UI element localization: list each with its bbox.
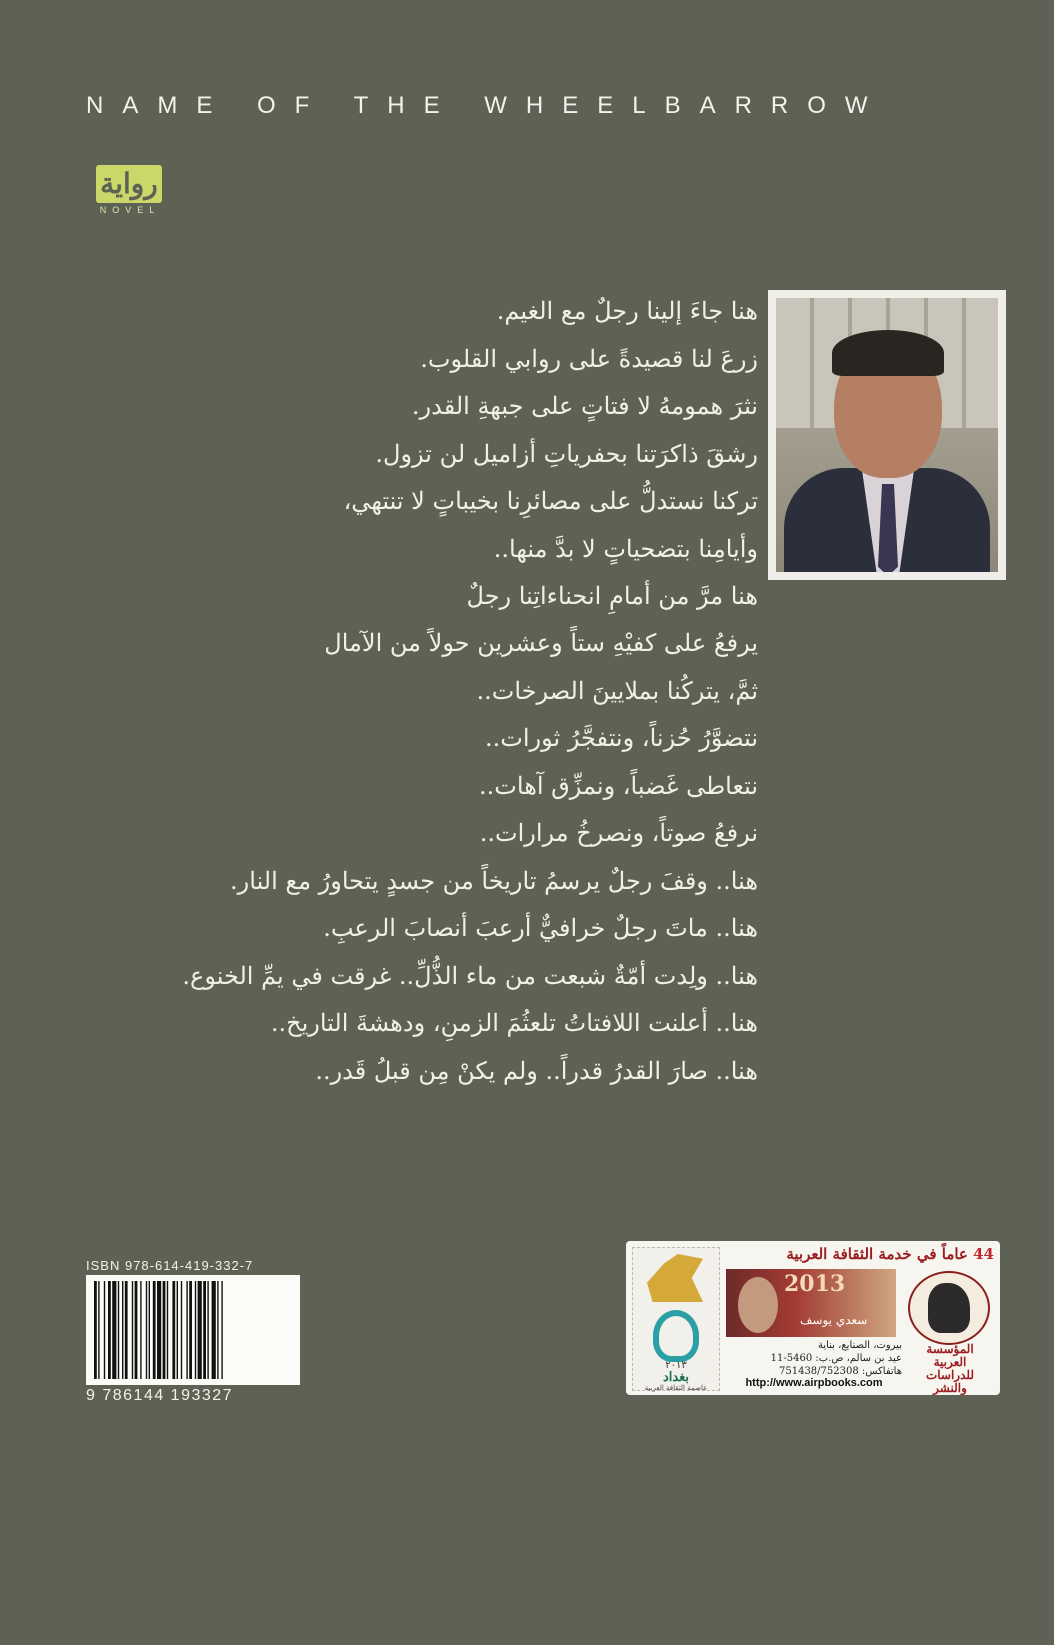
barcode-bar	[181, 1281, 182, 1379]
novel-series-logo	[88, 165, 172, 221]
address-line: عيد بن سالم، ص.ب: 5460-11	[770, 1353, 902, 1364]
poem-line: زرعَ لنا قصيدةً على روابي القلوب.	[420, 344, 758, 373]
barcode-bar	[186, 1281, 187, 1379]
author-photo-image	[776, 298, 998, 572]
barcode-bar	[163, 1281, 166, 1379]
barcode-bar	[140, 1281, 141, 1379]
winged-lion-icon	[647, 1254, 703, 1302]
barcode-bar	[94, 1281, 97, 1379]
barcode-bar	[132, 1281, 133, 1379]
barcode-bar	[177, 1281, 178, 1379]
poem-line: نتعاطى غَضباً، ونمزِّق آهات..	[479, 771, 758, 800]
poem-line: ثمَّ، يتركُنا بملايينَ الصرخات..	[476, 676, 758, 705]
poem-line: هنا.. ولِدت أمّةٌ شبعت من ماء الذُّلِّ.. غرقت في يمِّ الخنوع.	[182, 961, 758, 990]
poem-line: نتضوَّرُ حُزناً، ونتفجَّرُ ثورات..	[485, 724, 758, 752]
address-line: هاتفاكس: 751438/752308	[779, 1366, 902, 1377]
barcode-bar	[198, 1281, 202, 1379]
barcode-bar	[112, 1281, 116, 1379]
stamp-portrait	[726, 1269, 896, 1337]
barcode-bar	[157, 1281, 161, 1379]
baghdad-emblem-icon	[653, 1310, 699, 1362]
logo-novel-label: NOVEL	[99, 205, 161, 215]
barcode-bars	[92, 1281, 294, 1379]
barcode-bar	[167, 1281, 168, 1379]
barcode-bar	[189, 1281, 192, 1379]
poem-line: تركنا نستدلُّ على مصائرِنا بخيباتٍ لا تنتهي،	[343, 487, 758, 515]
publisher-url: http://www.airpbooks.com	[745, 1377, 883, 1389]
poem-line: نرفعُ صوتاً، ونصرخُ مرارات..	[479, 819, 758, 847]
isbn-label: ISBN 978-614-419-332-7	[86, 1258, 254, 1273]
barcode-bar	[221, 1281, 222, 1379]
barcode-bar	[104, 1281, 105, 1379]
author-photo	[768, 290, 1006, 580]
barcode-bar	[217, 1281, 218, 1379]
publisher-seal-icon	[908, 1271, 990, 1345]
poem-line: رشقَ ذاكرَتنا بحفرياتِ أزاميل لن تزول.	[375, 439, 758, 468]
poem-line: هنا.. وقفَ رجلٌ يرسمُ تاريخاً من جسدٍ يتحاورُ مع النار.	[230, 866, 758, 895]
barcode-bar	[98, 1281, 99, 1379]
baghdad-stamp	[632, 1247, 720, 1391]
barcode	[86, 1275, 300, 1385]
portrait-face-icon	[738, 1277, 778, 1333]
poem-line: نثرَ همومهُ لا فتاتٍ على جبهةِ القدر.	[411, 392, 758, 420]
barcode-bar	[172, 1281, 175, 1379]
poem-line: هنا.. صارَ القدرُ قدراً.. ولم يكنْ مِن قبلُ قَدر..	[315, 1056, 758, 1085]
poem-line: هنا مرَّ من أمامِ انحناءاتِنا رجلٌ	[466, 582, 758, 610]
logo-mark: رواية	[96, 165, 162, 203]
address-line: بيروت، الصنايع، بناية	[817, 1340, 902, 1351]
poem-line: يرفعُ على كفيْهِ ستاً وعشرين حولاً من الآمال	[324, 629, 758, 657]
poem-line: وأيامِنا بتضحياتٍ لا بدَّ منها..	[493, 534, 758, 563]
barcode-bar	[153, 1281, 156, 1379]
poem-bottom	[0, 620, 758, 1095]
barcode-bar	[118, 1281, 119, 1379]
book-title: NAME OF THE WHEELBARROW	[86, 92, 887, 119]
poem-line: هنا.. أعلنت اللافتاتُ تلعثُمَ الزمنِ، ودهشةَ التاريخ..	[270, 1009, 758, 1037]
baghdad-year: ٢٠١٣	[665, 1360, 687, 1371]
barcode-bar	[207, 1281, 208, 1379]
barcode-bar	[203, 1281, 206, 1379]
stamp-banner	[722, 1245, 994, 1267]
barcode-bar	[149, 1281, 150, 1379]
barcode-bar	[212, 1281, 216, 1379]
barcode-bar	[195, 1281, 196, 1379]
publisher-name: المؤسسة العربية للدراسات والنشر	[925, 1342, 975, 1395]
barcode-bar	[108, 1281, 111, 1379]
publisher-stamp-main	[722, 1245, 994, 1395]
poem-top	[198, 288, 758, 621]
publisher-address	[726, 1339, 902, 1378]
poem-line: هنا.. ماتَ رجلٌ خرافيٌّ أرعبَ أنصابَ الرعبِ.	[323, 914, 758, 942]
baghdad-subtitle: عاصمة الثقافة العربية	[644, 1384, 708, 1392]
isbn-digits: 9 786144 193327	[86, 1387, 234, 1404]
stamp-name: سعدي يوسف	[800, 1313, 868, 1327]
stamp-banner-text: عاماً في خدمة الثقافة العربية	[786, 1245, 968, 1263]
barcode-bar	[125, 1281, 128, 1379]
publisher-stamp	[626, 1241, 1000, 1395]
barcode-bar	[135, 1281, 138, 1379]
stamp-year: 2013	[784, 1271, 846, 1297]
barcode-bar	[122, 1281, 123, 1379]
stamp-banner-number: 44	[973, 1245, 994, 1263]
poem-line: هنا جاءَ إلينا رجلٌ مع الغيم.	[496, 297, 758, 325]
baghdad-city: بغداد	[662, 1370, 690, 1385]
barcode-bar	[146, 1281, 147, 1379]
